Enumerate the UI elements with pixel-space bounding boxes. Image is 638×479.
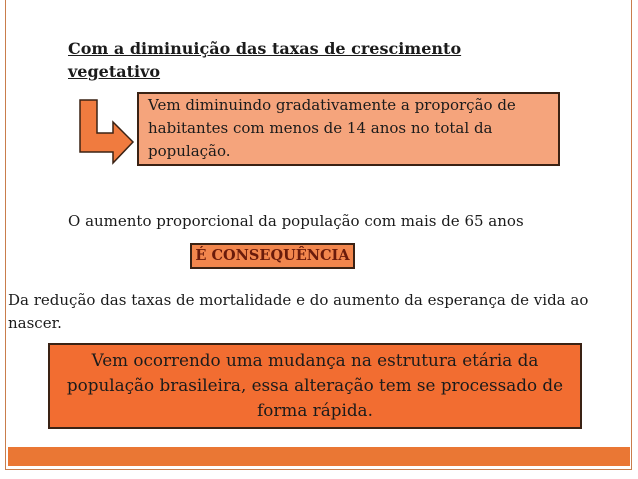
conclusion-box	[48, 343, 582, 429]
highlight-line: população.	[148, 142, 231, 160]
statement-text: O aumento proporcional da população com mais de 65 anos	[68, 212, 524, 230]
highlight-box	[137, 92, 560, 166]
conclusion-line: forma rápida.	[257, 400, 373, 420]
conclusion-line: população brasileira, essa alteração tem se processado de	[66, 375, 564, 395]
cause-text	[8, 289, 588, 335]
highlight-line: habitantes com menos de 14 anos no total da	[148, 119, 493, 137]
conclusion-line: Vem ocorrendo uma mudança na estrutura etária da	[91, 350, 539, 370]
slide-heading	[68, 37, 461, 83]
cause-line: nascer.	[8, 314, 62, 332]
cause-line: Da redução das taxas de mortalidade e do aumento da esperança de vida ao	[8, 291, 589, 309]
highlight-line: Vem diminuindo gradativamente a proporção de	[148, 96, 516, 114]
bent-arrow-right-icon	[78, 95, 136, 167]
heading-line: Com a diminuição das taxas de crescimento	[68, 39, 462, 58]
footer-bar	[8, 447, 630, 466]
consequence-badge: É CONSEQUÊNCIA	[190, 243, 355, 269]
heading-line: vegetativo	[68, 62, 161, 81]
